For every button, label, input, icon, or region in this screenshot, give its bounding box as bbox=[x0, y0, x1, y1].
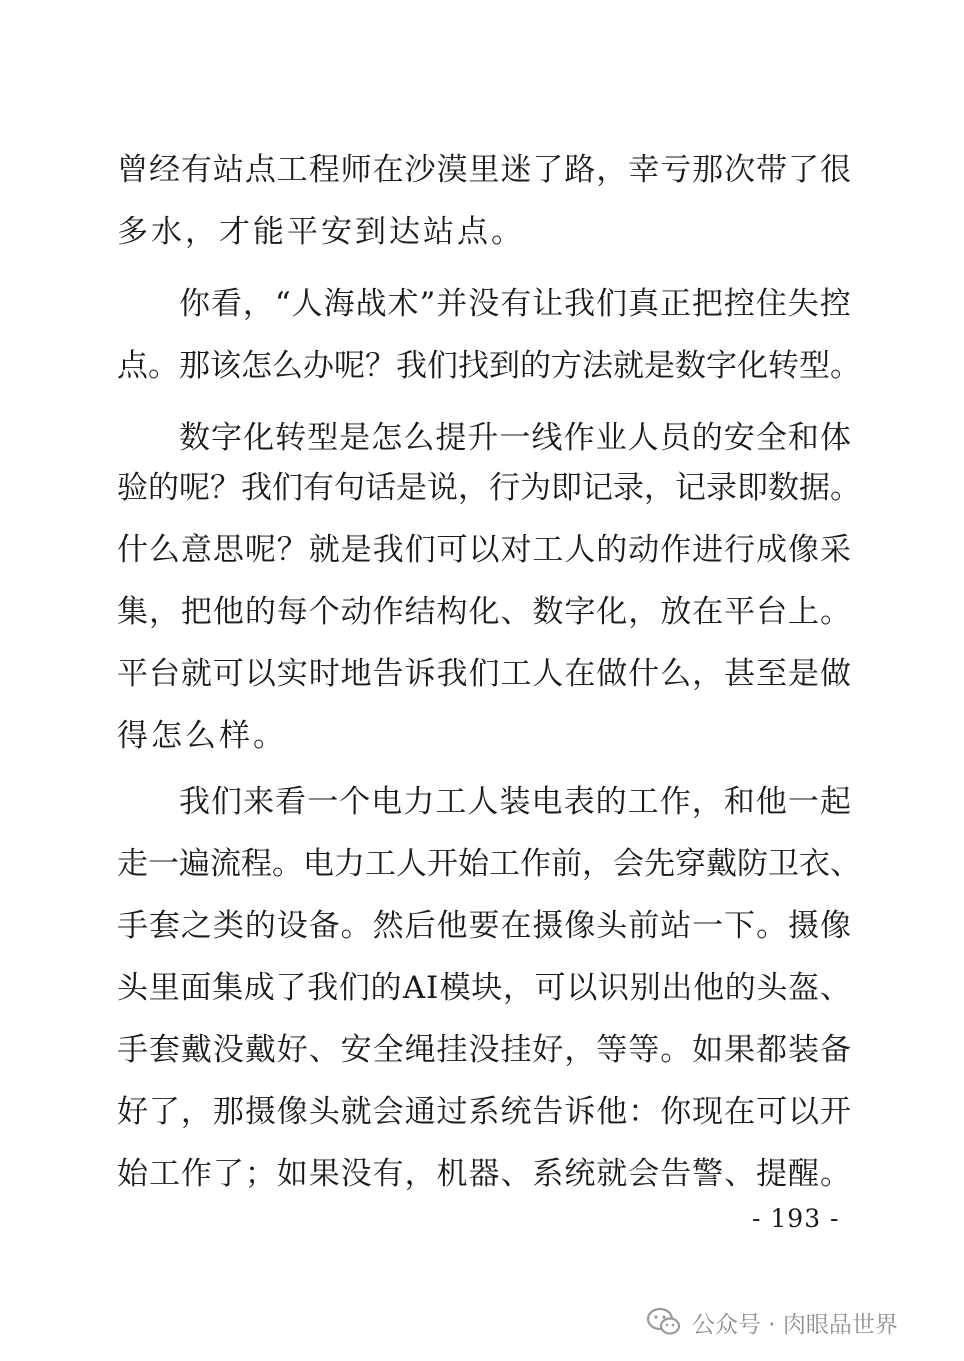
text-line: 你 看 ， “ 人 海 战 术 ” 并 没 有 让 我 们 真 正 把 控 住 失 控 bbox=[179, 286, 851, 322]
text-line: 始 工 作 了 ； 如 果 没 有 ， 机 器 、 系 统 就 会 告 警 、 提 醒 。 bbox=[117, 1156, 851, 1192]
text-line: 我 们 来 看 一 个 电 力 工 人 装 电 表 的 工 作 ， 和 他 一 起 bbox=[179, 784, 851, 820]
text-line: 点 。 那 该 怎 么 办 呢 ？ 我 们 找 到 的 方 法 就 是 数 字 化 转 型 。 bbox=[117, 348, 861, 384]
text-line: 什 么 意 思 呢 ？ 就 是 我 们 可 以 对 工 人 的 动 作 进 行 成 像 采 bbox=[117, 532, 851, 568]
text-line: 走 一 遍 流 程 。 电 力 工 人 开 始 工 作 前 ， 会 先 穿 戴 防 卫 衣 、 bbox=[117, 846, 861, 882]
text-line: 头 里 面 集 成 了 我 们 的 A I 模 块 ， 可 以 识 别 出 他 的 头 盔 、 bbox=[117, 970, 851, 1006]
text-line: 数 字 化 转 型 是 怎 么 提 升 一 线 作 业 人 员 的 安 全 和 体 bbox=[179, 420, 851, 456]
text-line: 多水，才能平安到达站点。 bbox=[117, 214, 525, 250]
watermark-text: 公众号 · 肉眼品世界 bbox=[692, 1311, 898, 1338]
text-line: 手 套 之 类 的 设 备 。 然 后 他 要 在 摄 像 头 前 站 一 下 。 摄 像 bbox=[117, 908, 851, 944]
watermark bbox=[646, 1300, 898, 1344]
text-line: 平 台 就 可 以 实 时 地 告 诉 我 们 工 人 在 做 什 么 ， 甚 至 是 做 bbox=[117, 656, 851, 692]
text-line: 曾 经 有 站 点 工 程 师 在 沙 漠 里 迷 了 路 ， 幸 亏 那 次 带 了 很 bbox=[117, 152, 851, 188]
text-line: 手 套 戴 没 戴 好 、 安 全 绳 挂 没 挂 好 ， 等 等 。 如 果 都 装 备 bbox=[117, 1032, 851, 1068]
wechat-icon bbox=[646, 1307, 682, 1337]
text-line: 验 的 呢 ？ 我 们 有 句 话 是 说 ， 行 为 即 记 录 ， 记 录 即 数 据 。 bbox=[117, 470, 861, 506]
text-line: 得怎么样。 bbox=[117, 718, 287, 754]
text-line: 好 了 ， 那 摄 像 头 就 会 通 过 系 统 告 诉 他 ： 你 现 在 可 以 开 bbox=[117, 1094, 851, 1130]
page-number: - 193 - bbox=[752, 1204, 840, 1233]
text-line: 集 ， 把 他 的 每 个 动 作 结 构 化 、 数 字 化 ， 放 在 平 台 上 。 bbox=[117, 594, 851, 630]
